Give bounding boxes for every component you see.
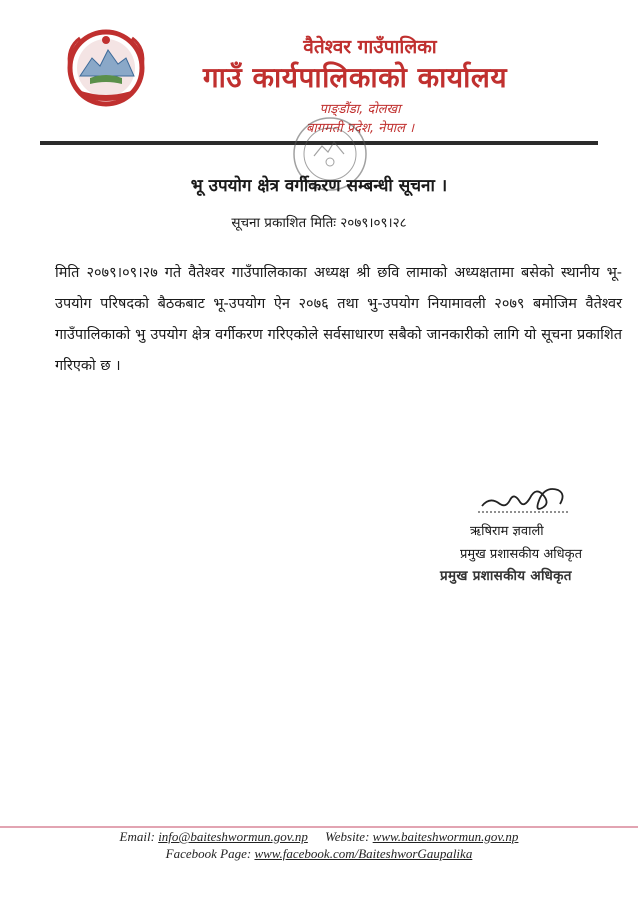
signatory-stamp: प्रमुख प्रशासकीय अधिकृत [440,568,572,584]
published-date: सूचना प्रकाशित मितिः २०७९।०९।२८ [231,215,407,231]
signatory-title: प्रमुख प्रशासकीय अधिकृत [460,547,583,562]
notice-body: मिति २०७९।०९।२७ गते वैतेश्वर गाउँपालिकाका अध्यक्ष श्री छवि लामाको अध्यक्षतामा बसेको स्थानीय भू-उपयोग परिषदको बैठकबाट भू-उपयोग ऐन २०७६ तथा भु-उपयोग नियामावली २०७९ बमोजिम वैतेश्वर गाउँपालिकाको भु उपयोग क्षेत्र वर्गीकरण गरिएकोले सर्वसाधारण सबैको जानकारीको लागि यो सूचना प्रकाशित गरिएको छ । [55,265,622,374]
footer-facebook [0,846,638,862]
address-line-1: पाङ्डौंडा, दोलखा [319,102,401,117]
email-label: Email: [119,829,155,844]
address-line-2: बागमती प्रदेश, नेपाल । [305,121,415,136]
signature-mark-icon [470,478,580,518]
facebook-link[interactable]: www.facebook.com/BaiteshworGaupalika [254,846,473,861]
nepal-emblem-icon [60,28,152,110]
notice-subject: भू उपयोग क्षेत्र वर्गीकरण सम्बन्धी सूचना । [190,176,448,196]
footer-contact [0,829,638,845]
facebook-label: Facebook Page: [165,846,252,861]
email-link[interactable]: info@baiteshwormun.gov.np [158,829,308,844]
website-label: Website: [325,829,370,844]
signatory-name: ऋषिराम ज्ञवाली [470,524,544,539]
org-name: वैतेश्वर गाउँपालिका [303,36,437,58]
office-name: गाउँ कार्यपालिकाको कार्यालय [202,61,508,94]
website-link[interactable]: www.baiteshwormun.gov.np [372,829,519,844]
footer-divider [0,826,638,828]
